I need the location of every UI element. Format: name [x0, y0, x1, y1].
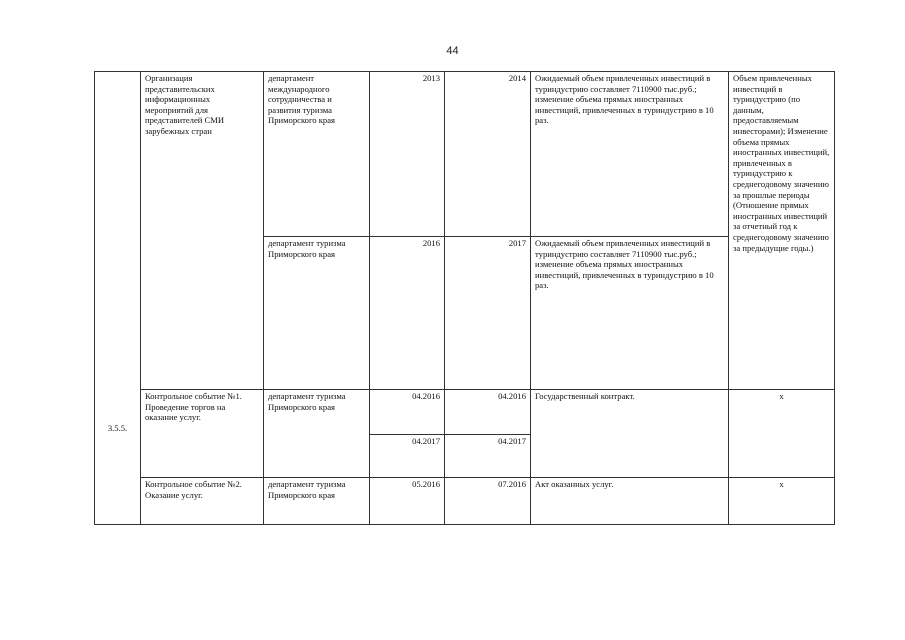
start-date-cell: 2016	[370, 237, 445, 390]
result-cell: Государственный контракт.	[531, 390, 729, 478]
indicator-cell: х	[729, 478, 835, 525]
table-row	[95, 72, 835, 237]
result-cell: Ожидаемый объем привлеченных инвестиций в туриндустрию составляет 7110900 тыс.руб.; изменение объема прямых иностранных инвестиций, привлеченных в туриндустрию в 10 раз.	[531, 72, 729, 237]
end-date-cell: 2014	[445, 72, 531, 237]
end-date-cell: 07.2016	[445, 478, 531, 525]
responsible-cell: департамент международного сотрудничества и развития туризма Приморского края	[264, 72, 370, 237]
end-date-cell: 04.2017	[445, 435, 531, 478]
plan-table	[94, 71, 835, 525]
table-row	[95, 478, 835, 525]
end-date-cell: 2017	[445, 237, 531, 390]
start-date-cell: 04.2017	[370, 435, 445, 478]
result-cell: Ожидаемый объем привлеченных инвестиций в туриндустрию составляет 7110900 тыс.руб.; изменение объема прямых иностранных инвестиций, привлеченных в туриндустрию в 10 раз.	[531, 237, 729, 390]
indicator-cell: х	[729, 390, 835, 478]
start-date-cell: 04.2016	[370, 390, 445, 435]
start-date-cell: 2013	[370, 72, 445, 237]
start-date-cell: 05.2016	[370, 478, 445, 525]
responsible-cell: департамент туризма Приморского края	[264, 478, 370, 525]
table-row	[95, 390, 835, 435]
end-date-cell: 04.2016	[445, 390, 531, 435]
result-cell: Акт оказанных услуг.	[531, 478, 729, 525]
indicator-cell: Объем привлеченных инвестиций в туриндустрию (по данным, предоставляемым инвесторами); Изменение объема прямых иностранных инвестиций, привлеченных в туриндустрию к среднегодовому значению за прошлые периоды (Отношение прямых иностранных инвестиций за отчетный год к среднегодовому значению за предыдущие годы.)	[729, 72, 835, 390]
event-cell: Организация представительских информационных мероприятий для представителей СМИ зарубежных стран	[141, 72, 264, 390]
page-number: 44	[446, 45, 459, 57]
responsible-cell: департамент туризма Приморского края	[264, 390, 370, 478]
event-cell: Контрольное событие №2. Оказание услуг.	[141, 478, 264, 525]
responsible-cell: департамент туризма Приморского края	[264, 237, 370, 390]
section-number: 3.5.5.	[95, 72, 141, 525]
event-cell: Контрольное событие №1. Проведение торгов на оказание услуг.	[141, 390, 264, 478]
